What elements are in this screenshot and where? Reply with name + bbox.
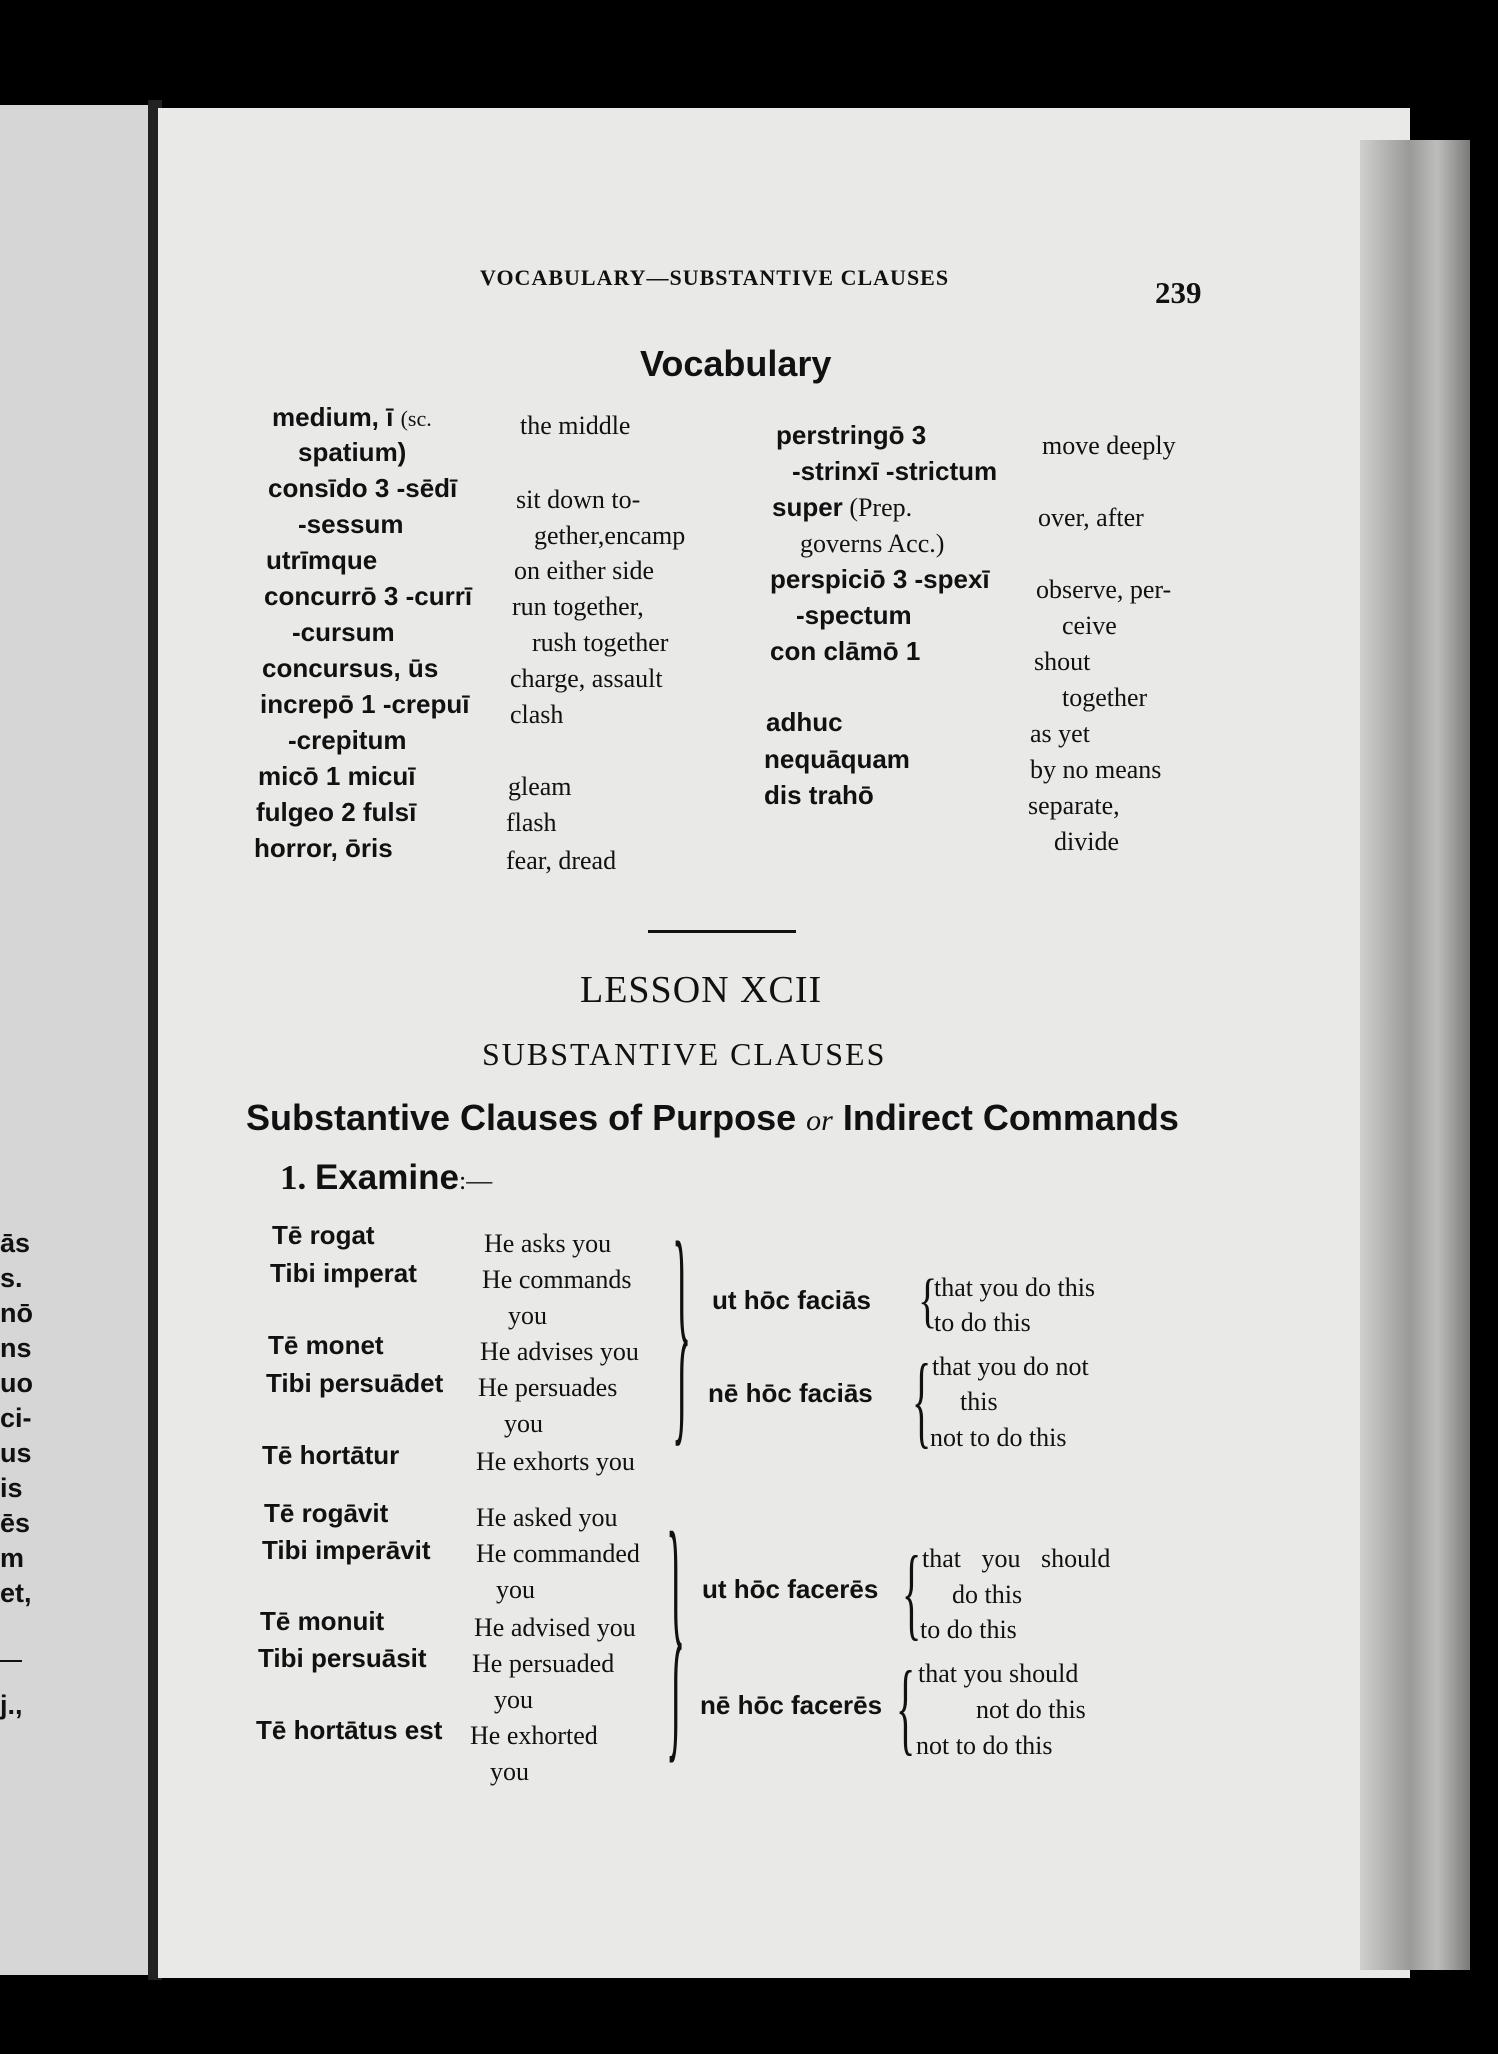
- latin-verb: Tē monet: [268, 1330, 384, 1360]
- vocab-term: dis trahō: [764, 780, 874, 810]
- vocab-meaning: over, after: [1038, 503, 1144, 532]
- left-fragment: uo: [0, 1368, 33, 1398]
- vocab-meaning: on either side: [514, 556, 655, 585]
- latin-verb: Tē monuit: [260, 1606, 385, 1636]
- vocab-term: nequāquam: [764, 744, 910, 774]
- english-gloss: He asks you: [484, 1229, 612, 1258]
- left-fragment: et,: [0, 1578, 32, 1608]
- left-fragment: nō: [0, 1298, 33, 1328]
- vocab-term: perspiciō 3 -spexī: [770, 564, 990, 594]
- latin-verb: Tē rogat: [272, 1220, 375, 1250]
- english-gloss: He persuades: [478, 1373, 618, 1402]
- left-fragment: is: [0, 1473, 23, 1503]
- left-brace: {: [902, 1533, 922, 1651]
- latin-verb: Tibi persuāsit: [258, 1643, 427, 1673]
- vocab-meaning: the middle: [520, 411, 631, 440]
- vocab-term: -cursum: [292, 617, 395, 647]
- vocab-meaning: shout: [1034, 647, 1091, 676]
- left-brace: {: [896, 1648, 916, 1766]
- right-brace: }: [672, 1189, 692, 1469]
- vocab-term-note: governs Acc.): [800, 529, 945, 558]
- vocab-meaning: as yet: [1030, 719, 1090, 748]
- lesson-number: LESSON XCII: [580, 969, 823, 1011]
- right-brace: }: [666, 1473, 686, 1788]
- english-gloss: He asked you: [476, 1503, 618, 1532]
- english-gloss: you: [490, 1757, 529, 1786]
- left-rule: [0, 1660, 22, 1662]
- latin-verb: Tē rogāvit: [264, 1498, 389, 1528]
- vocab-term: horror, ōris: [254, 833, 393, 863]
- vocabulary-heading: Vocabulary: [640, 343, 832, 384]
- english-gloss: you: [494, 1685, 533, 1714]
- vocab-meaning: charge, assault: [510, 664, 663, 693]
- vocab-term: concurrō 3 -currī: [264, 581, 473, 611]
- english-gloss: He persuaded: [472, 1649, 615, 1678]
- latin-verb: Tē hortātur: [262, 1440, 400, 1470]
- vocab-meaning: gleam: [508, 772, 572, 801]
- left-brace: {: [912, 1341, 932, 1459]
- latin-verb: Tibi persuādet: [266, 1368, 444, 1398]
- subjunctive-clause: nē hōc facerēs: [700, 1690, 883, 1720]
- vocab-meaning: separate,: [1028, 791, 1120, 820]
- left-fragment: ās: [0, 1228, 31, 1258]
- page-fore-edge: [1360, 140, 1470, 1970]
- vocab-term: concursus, ūs: [262, 653, 439, 683]
- subjunctive-clause: nē hōc faciās: [708, 1378, 873, 1408]
- vocab-meaning: sit down to-: [516, 485, 641, 514]
- vocab-term: spatium): [298, 437, 407, 467]
- vocab-meaning: ceive: [1062, 611, 1117, 640]
- latin-verb: Tibi imperāvit: [262, 1535, 431, 1565]
- vocab-meaning: fear, dread: [506, 846, 617, 875]
- translation: that you should: [922, 1544, 1111, 1573]
- vocab-meaning: together: [1062, 683, 1148, 712]
- vocab-term: super (Prep.: [772, 492, 913, 522]
- vocab-term: -sessum: [298, 509, 404, 539]
- translation: this: [960, 1387, 998, 1416]
- latin-verb: Tibi imperat: [270, 1258, 417, 1288]
- vocab-meaning: rush together: [532, 628, 669, 657]
- section-heading: Substantive Clauses of Purpose or Indirect Commands: [246, 1097, 1179, 1138]
- vocab-term: -crepitum: [288, 725, 407, 755]
- left-fragment: j.,: [0, 1690, 23, 1720]
- latin-verb: Tē hortātus est: [256, 1715, 443, 1745]
- left-fragment: ci-: [0, 1403, 32, 1433]
- running-title: VOCABULARY—SUBSTANTIVE CLAUSES: [480, 265, 950, 290]
- left-fragment: ns: [0, 1333, 32, 1363]
- vocab-meaning: flash: [506, 808, 557, 837]
- vocab-term: micō 1 micuī: [258, 761, 416, 791]
- examine-item: 1. Examine:—: [280, 1158, 493, 1197]
- english-gloss: He exhorted: [470, 1721, 598, 1750]
- vocab-term: perstringō 3: [776, 420, 927, 450]
- translation: do this: [952, 1580, 1023, 1609]
- vocab-meaning: clash: [510, 700, 564, 729]
- vocab-term: utrīmque: [266, 545, 378, 575]
- translation: that you do this: [934, 1273, 1096, 1302]
- translation: not to do this: [916, 1731, 1053, 1760]
- vocab-meaning: observe, per-: [1036, 575, 1172, 604]
- vocab-term: increpō 1 -crepuī: [260, 689, 470, 719]
- vocab-term: adhuc: [766, 707, 843, 737]
- translation: to do this: [934, 1308, 1031, 1337]
- translation: not do this: [976, 1695, 1086, 1724]
- subjunctive-clause: ut hōc faciās: [712, 1285, 871, 1315]
- english-gloss: you: [504, 1409, 543, 1438]
- translation: that you should: [918, 1659, 1079, 1688]
- vocab-term: con clāmō 1: [770, 636, 921, 666]
- vocab-term: consīdo 3 -sēdī: [268, 473, 458, 503]
- english-gloss: He commands: [482, 1265, 632, 1294]
- vocab-meaning: move deeply: [1042, 431, 1176, 460]
- english-gloss: He exhorts you: [476, 1447, 635, 1476]
- vocab-meaning: gether,encamp: [534, 521, 686, 550]
- section-divider: [648, 930, 796, 933]
- translation: not to do this: [930, 1423, 1067, 1452]
- vocab-term: medium, ī (sc.: [272, 402, 432, 432]
- lesson-subtitle: SUBSTANTIVE CLAUSES: [482, 1036, 887, 1072]
- vocab-meaning: run together,: [512, 592, 644, 621]
- vocab-meaning: by no means: [1030, 755, 1162, 784]
- translation: to do this: [920, 1615, 1017, 1644]
- english-gloss: you: [508, 1301, 547, 1330]
- page-number: 239: [1155, 275, 1202, 310]
- left-fragment: s.: [0, 1263, 23, 1293]
- left-brace: {: [918, 1266, 938, 1334]
- vocab-meaning: divide: [1054, 827, 1119, 856]
- english-gloss: you: [496, 1575, 535, 1604]
- english-gloss: He commanded: [476, 1539, 640, 1568]
- left-fragment: ēs: [0, 1508, 31, 1538]
- english-gloss: He advised you: [474, 1613, 636, 1642]
- translation: that you do not: [932, 1352, 1089, 1381]
- left-fragment: m: [0, 1543, 25, 1573]
- left-fragment: us: [0, 1438, 32, 1468]
- vocab-term: fulgeo 2 fulsī: [256, 797, 417, 827]
- vocab-term: -strinxī -strictum: [792, 456, 998, 486]
- subjunctive-clause: ut hōc facerēs: [702, 1574, 879, 1604]
- vocab-term: -spectum: [796, 600, 912, 630]
- english-gloss: He advises you: [480, 1337, 639, 1366]
